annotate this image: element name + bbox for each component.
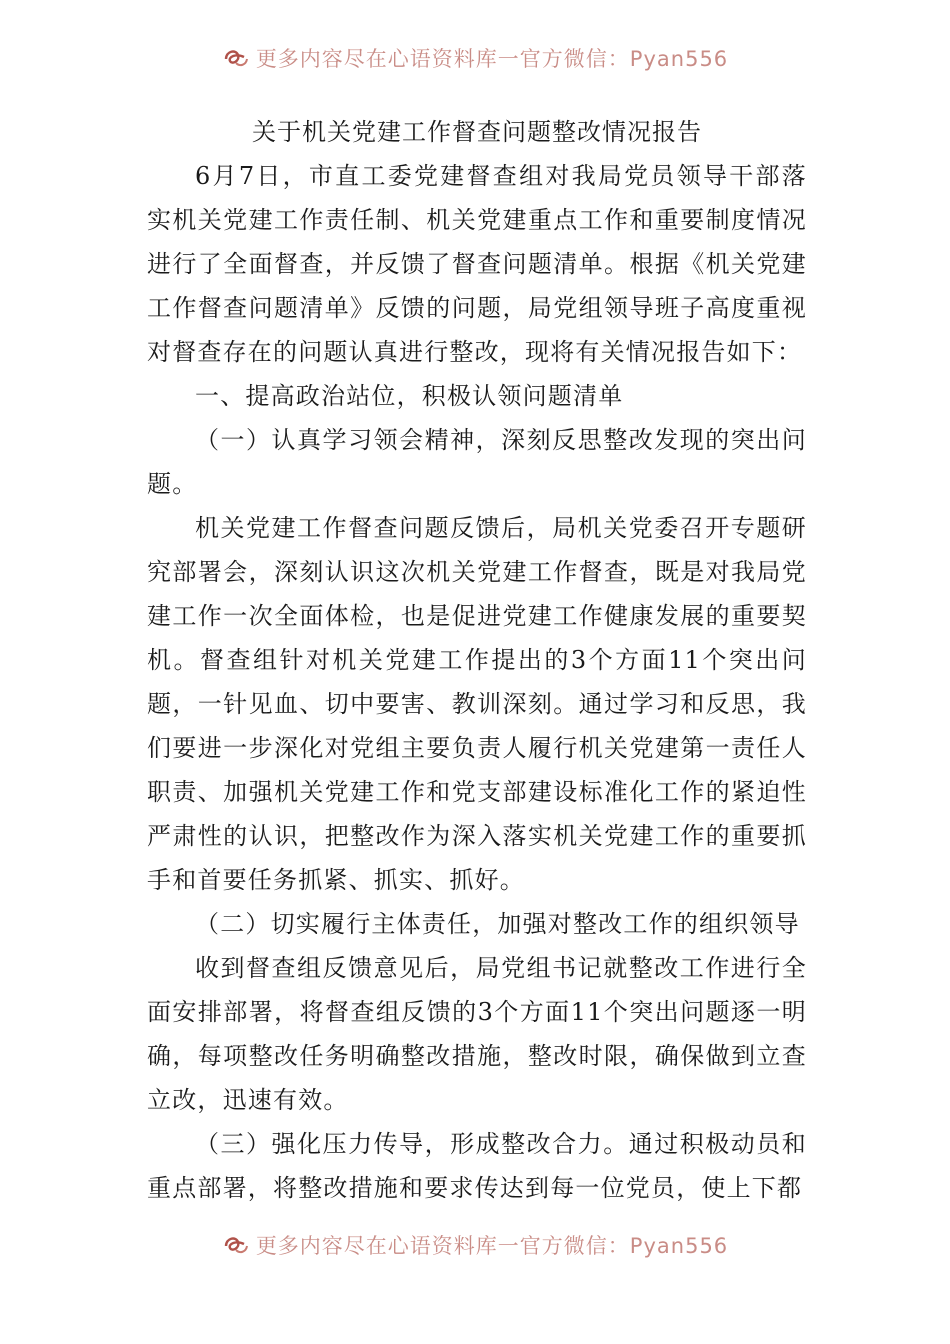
- subsection-heading-1: （一）认真学习领会精神，深刻反思整改发现的突出问题。: [147, 426, 807, 498]
- watermark-footer: [0, 1227, 950, 1263]
- subsection-heading-2: （二）切实履行主体责任，加强对整改工作的组织领导: [195, 910, 800, 938]
- section-heading-1: 一、提高政治站位，积极认领问题清单: [195, 382, 624, 410]
- document-body: [147, 110, 807, 1210]
- watermark-text: 更多内容尽在心语资料库一官方微信：Pyan556: [255, 1234, 729, 1258]
- logo-icon: [222, 45, 250, 71]
- paragraph-body-2: 收到督查组反馈意见后，局党组书记就整改工作进行全面安排部署，将督查组反馈的3个方面11个突出问题逐一明确，每项整改任务明确整改措施，整改时限，确保做到立查立改，迅速有效。: [147, 954, 807, 1114]
- document-title: 关于机关党建工作督查问题整改情况报告: [252, 118, 702, 146]
- watermark-text: 更多内容尽在心语资料库一官方微信：Pyan556: [255, 47, 729, 71]
- subsection-heading-3: （三）强化压力传导，形成整改合力。通过积极动员和重点部署，将整改措施和要求传达到每一位党员，使上下都: [147, 1130, 807, 1202]
- watermark-header: [0, 40, 950, 76]
- paragraph-intro: 6月7日，市直工委党建督查组对我局党员领导干部落实机关党建工作责任制、机关党建重点工作和重要制度情况进行了全面督查，并反馈了督查问题清单。根据《机关党建工作督查问题清单》反馈的问题，局党组领导班子高度重视对督查存在的问题认真进行整改，现将有关情况报告如下：: [147, 162, 807, 366]
- paragraph-body-1: 机关党建工作督查问题反馈后，局机关党委召开专题研究部署会，深刻认识这次机关党建工作督查，既是对我局党建工作一次全面体检，也是促进党建工作健康发展的重要契机。督查组针对机关党建工作提出的3个方面11个突出问题，一针见血、切中要害、教训深刻。通过学习和反思，我们要进一步深化对党组主要负责人履行机关党建第一责任人职责、加强机关党建工作和党支部建设标准化工作的紧迫性严肃性的认识，把整改作为深入落实机关党建工作的重要抓手和首要任务抓紧、抓实、抓好。: [147, 514, 807, 894]
- logo-icon: [222, 1232, 250, 1258]
